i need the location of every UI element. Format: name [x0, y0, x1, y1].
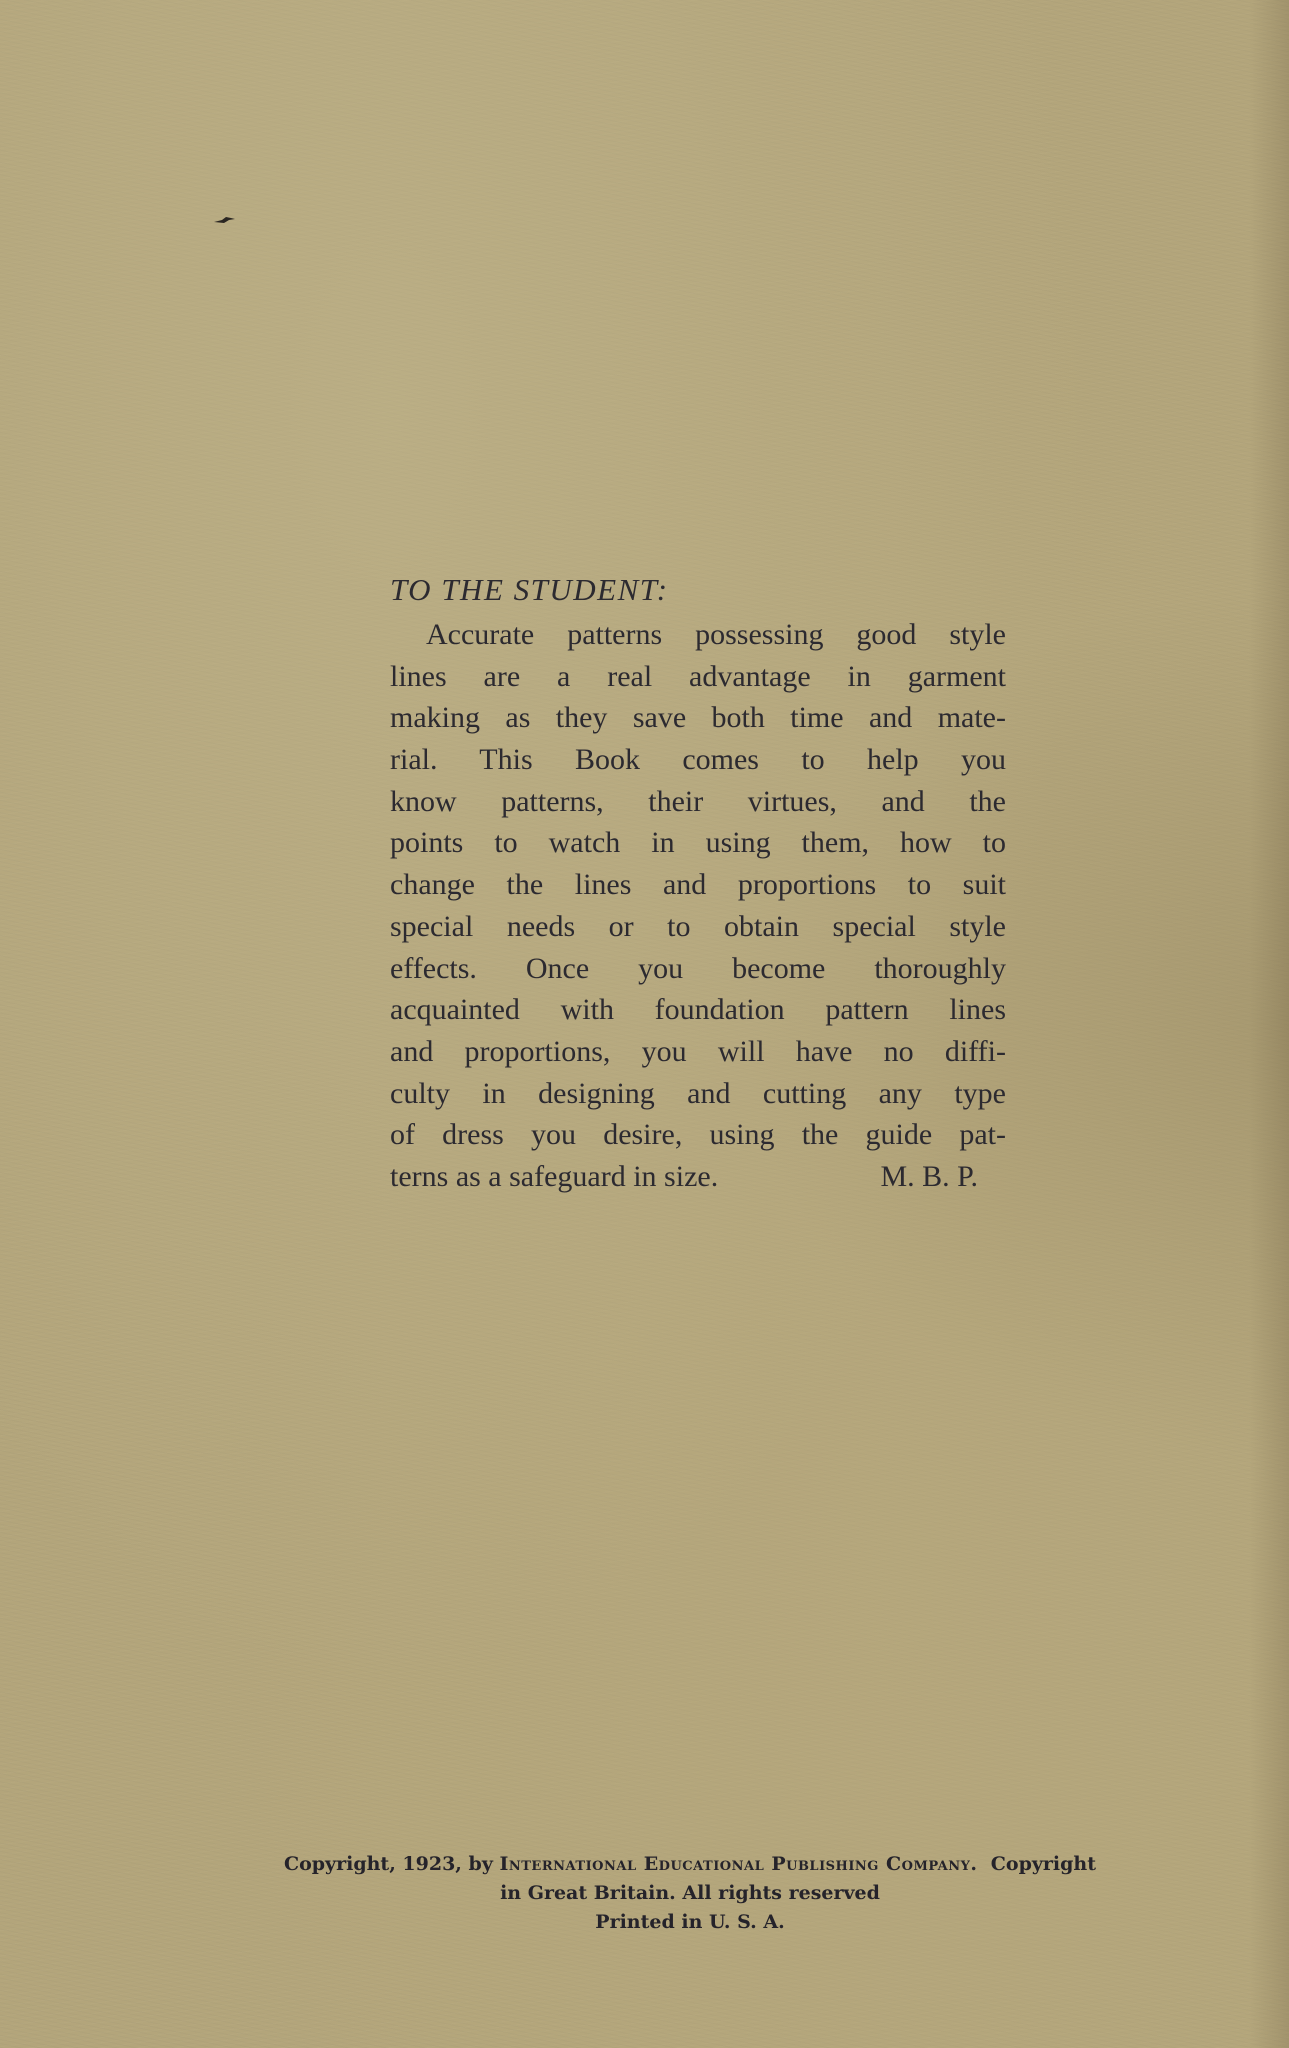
copyright-suffix: Copyright: [990, 1853, 1097, 1875]
preface-line: culty in designing and cutting any type: [390, 1076, 1006, 1110]
preface-line: points to watch in using them, how to: [390, 826, 1006, 860]
author-signature: M. B. P.: [880, 1159, 978, 1193]
page-edge-shadow: [1249, 0, 1289, 2048]
preface-line: rial. This Book comes to help you: [390, 743, 1006, 777]
preface-line: know patterns, their virtues, and the: [390, 784, 1006, 818]
copyright-line-2: in Great Britain. All rights reserved: [500, 1882, 880, 1904]
copyright-line-1: [200, 1850, 1180, 1879]
printed-in-line: Printed in U. S. A.: [595, 1911, 785, 1933]
preface-line: and proportions, you will have no diffi-: [390, 1034, 1006, 1068]
copyright-prefix: Copyright, 1923, by: [283, 1853, 493, 1875]
ink-speck-icon: [214, 216, 236, 224]
preface-line: special needs or to obtain special style: [390, 909, 1006, 943]
preface-body: [390, 614, 1006, 1198]
preface-line: terns as a safeguard in size.: [390, 1159, 719, 1193]
preface-line: of dress you desire, using the guide pat-: [390, 1118, 1006, 1152]
publisher-name: International Educational Publishing Company.: [499, 1853, 978, 1875]
preface-heading: TO THE STUDENT:: [390, 572, 669, 607]
copyright-notice: [200, 1850, 1180, 1937]
preface-line: making as they save both time and mate-: [390, 701, 1006, 735]
preface-line: acquainted with foundation pattern lines: [390, 993, 1006, 1027]
preface: [390, 566, 1006, 1198]
preface-last-line: [390, 1156, 1006, 1198]
preface-line: Accurate patterns possessing good style: [426, 618, 1006, 651]
preface-line: effects. Once you become thoroughly: [390, 951, 1006, 985]
preface-line: change the lines and proportions to suit: [390, 868, 1006, 902]
preface-line: lines are a real advantage in garment: [390, 659, 1006, 693]
